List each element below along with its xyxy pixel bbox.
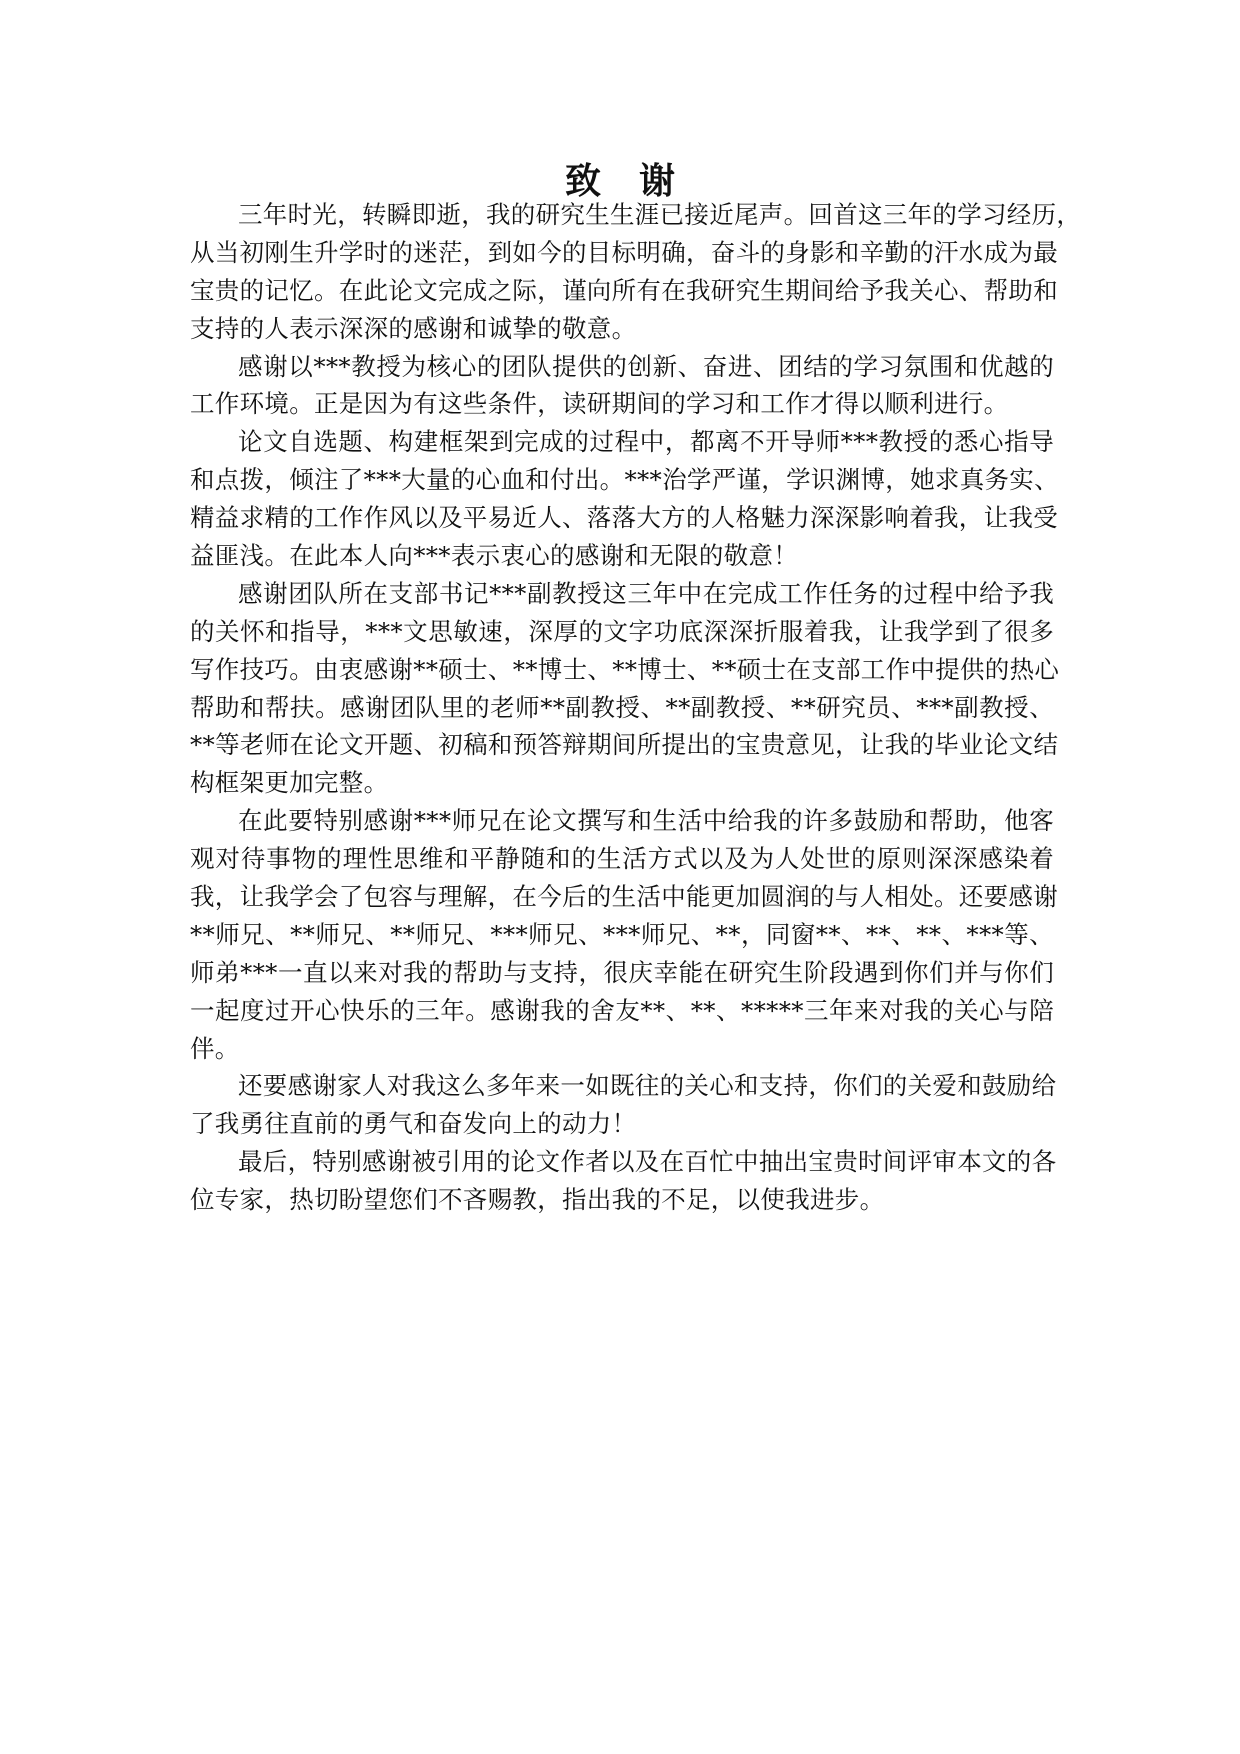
- text-line: 的关怀和指导，***文思敏速，深厚的文字功底深深折服着我，让我学到了很多: [190, 616, 1054, 646]
- text-line: 论文自选题、构建框架到完成的过程中，都离不开导师***教授的悉心指导: [238, 427, 1054, 457]
- text-line: 宝贵的记忆。在此论文完成之际，谨向所有在我研究生期间给予我关心、帮助和: [190, 275, 1058, 305]
- text-line: 构框架更加完整。: [190, 768, 389, 798]
- text-line: 了我勇往直前的勇气和奋发向上的动力！: [190, 1109, 637, 1139]
- text-line: 益匪浅。在此本人向***表示衷心的感谢和无限的敬意！: [190, 541, 799, 571]
- acknowledgement-body: [190, 196, 1082, 1219]
- paragraph-1: [190, 196, 1082, 348]
- text-line: 精益求精的工作作风以及平易近人、落落大方的人格魅力深深影响着我，让我受: [190, 503, 1058, 533]
- text-line: 最后，特别感谢被引用的论文作者以及在百忙中抽出宝贵时间评审本文的各: [238, 1147, 1057, 1177]
- paragraph-2: [190, 348, 1054, 424]
- text-line: 在此要特别感谢***师兄在论文撰写和生活中给我的许多鼓励和帮助，他客: [238, 806, 1054, 836]
- text-line: 帮助和帮扶。感谢团队里的老师**副教授、**副教授、**研究员、***副教授、: [190, 692, 1054, 722]
- text-line: 伴。: [190, 1033, 240, 1063]
- text-line: 从当初刚生升学时的迷茫，到如今的目标明确，奋斗的身影和辛勤的汗水成为最: [190, 237, 1058, 267]
- text-line: 位专家，热切盼望您们不吝赐教，指出我的不足，以使我进步。: [190, 1185, 885, 1215]
- text-line: 我，让我学会了包容与理解，在今后的生活中能更加圆润的与人相处。还要感谢: [190, 882, 1058, 912]
- text-line: 师弟***一直以来对我的帮助与支持，很庆幸能在研究生阶段遇到你们并与你们: [190, 957, 1054, 987]
- text-line: **等老师在论文开题、初稿和预答辩期间所提出的宝贵意见，让我的毕业论文结: [190, 730, 1059, 760]
- text-line: 三年时光，转瞬即逝，我的研究生生涯已接近尾声。回首这三年的学习经历，: [238, 200, 1082, 229]
- title-char-1: 致: [564, 161, 601, 202]
- paragraph-6: [190, 1067, 1057, 1143]
- text-line: 观对待事物的理性思维和平静随和的生活方式以及为人处世的原则深深感染着: [190, 844, 1054, 874]
- paragraph-3: [190, 423, 1059, 575]
- text-line: 写作技巧。由衷感谢**硕士、**博士、**博士、**硕士在支部工作中提供的热心: [190, 654, 1060, 684]
- title-char-2: 谢: [639, 161, 676, 202]
- text-line: 和点拨，倾注了***大量的心血和付出。***治学严谨，学识渊博，她求真务实、: [190, 465, 1059, 495]
- paragraph-7: [190, 1143, 1057, 1219]
- text-line: 工作环境。正是因为有这些条件，读研期间的学习和工作才得以顺利进行。: [190, 389, 1009, 419]
- text-line: **师兄、**师兄、**师兄、***师兄、***师兄、**，同窗**、**、**、***等、: [190, 919, 1054, 949]
- text-line: 还要感谢家人对我这么多年来一如既往的关心和支持，你们的关爱和鼓励给: [238, 1071, 1057, 1101]
- text-line: 支持的人表示深深的感谢和诚挚的敬意。: [190, 313, 637, 343]
- text-line: 一起度过开心快乐的三年。感谢我的舍友**、**、*****三年来对我的关心与陪: [190, 995, 1054, 1025]
- paragraph-4: [190, 575, 1060, 802]
- paragraph-5: [190, 802, 1058, 1067]
- text-line: 感谢以***教授为核心的团队提供的创新、奋进、团结的学习氛围和优越的: [238, 351, 1054, 381]
- text-line: 感谢团队所在支部书记***副教授这三年中在完成工作任务的过程中给予我: [238, 578, 1054, 608]
